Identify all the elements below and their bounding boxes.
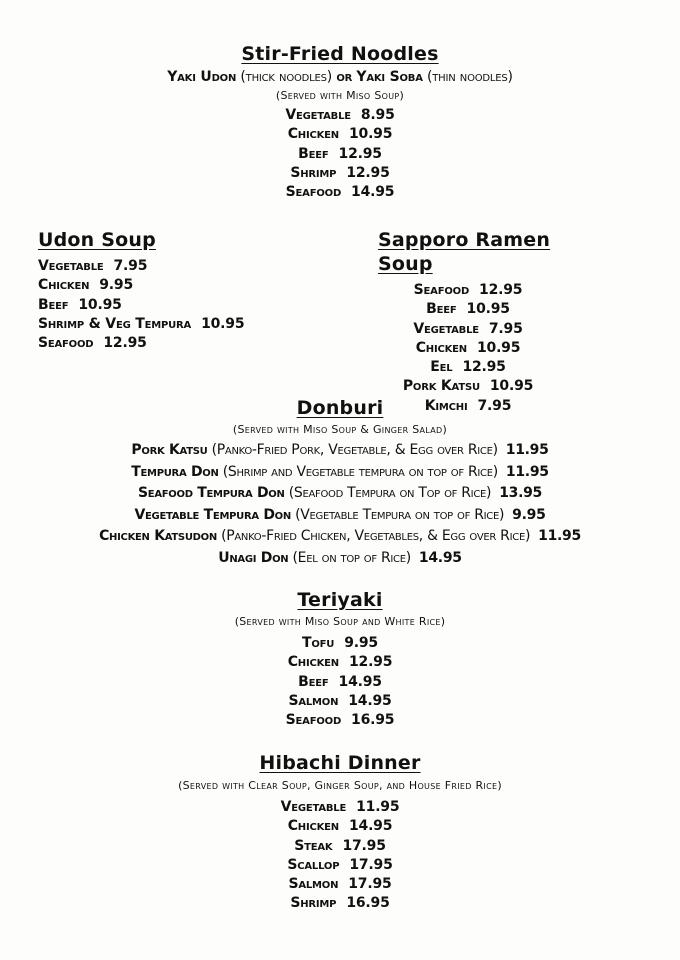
intro-segment: (thick noodles)	[236, 69, 337, 85]
menu-item-name: Shrimp	[290, 164, 337, 181]
udon-soup-section	[38, 228, 244, 353]
donburi-item-desc: (Vegetable Tempura on top of Rice)	[290, 506, 505, 523]
menu-item-name: Steak	[294, 837, 333, 854]
hibachi-title: Hibachi Dinner	[259, 752, 421, 774]
menu-item-name: Kimchi	[424, 397, 468, 414]
donburi-item-desc: (Seafood Tempura on Top of Rice)	[284, 485, 492, 501]
donburi-item-desc: (Panko-Fried Pork, Vegetable, & Egg over Rice)	[207, 442, 498, 458]
donburi-item	[0, 548, 680, 570]
menu-item-name: Chicken	[415, 339, 467, 356]
hibachi-subtitle: (Served with Clear Soup, Ginger Soup, and House Fried Rice)	[178, 779, 502, 792]
menu-item-price: 7.95	[113, 258, 148, 274]
menu-item-name: Shrimp	[290, 895, 337, 912]
menu-item	[0, 145, 680, 164]
menu-item-price: 10.95	[489, 378, 534, 395]
menu-item-name: Vegetable	[38, 258, 104, 274]
menu-item-price: 17.95	[349, 856, 393, 873]
menu-item	[0, 673, 680, 692]
menu-item	[38, 296, 244, 315]
menu-item-price: 12.95	[346, 164, 390, 181]
menu-item-price: 8.95	[360, 107, 395, 123]
menu-item-price: 10.95	[348, 126, 393, 143]
menu-item	[338, 377, 598, 396]
menu-item-price: 9.95	[99, 277, 134, 294]
menu-item-name: Beef	[298, 673, 329, 690]
donburi-item-desc: (Shrimp and Vegetable tempura on top of Rice)	[218, 463, 498, 480]
menu-item-name: Vegetable	[413, 320, 479, 337]
menu-item-name: Tofu	[302, 635, 335, 651]
menu-item-name: Pork Katsu	[402, 378, 480, 395]
menu-item-price: 10.95	[78, 296, 122, 313]
menu-item-price: 17.95	[348, 876, 392, 893]
menu-item-name: Eel	[430, 359, 453, 376]
menu-item-name: Beef	[298, 145, 329, 162]
donburi-item	[0, 462, 680, 484]
donburi-item-desc: (Panko-Fried Chicken, Vegetables, & Egg over Rice)	[216, 528, 531, 544]
intro-segment: (thin noodles)	[422, 69, 513, 85]
menu-item-price: 10.95	[476, 339, 521, 356]
donburi-section	[0, 396, 680, 569]
menu-item-price: 14.95	[348, 692, 392, 709]
donburi-item-price: 14.95	[418, 549, 462, 566]
donburi-list	[0, 440, 680, 569]
menu-item-price: 12.95	[338, 145, 382, 162]
menu-item-name: Shrimp & Veg Tempura	[38, 315, 192, 332]
menu-item-name: Vegetable	[280, 799, 347, 815]
donburi-title: Donburi	[296, 397, 384, 419]
menu-item	[0, 653, 680, 672]
menu-item-name: Salmon	[288, 876, 339, 893]
donburi-item-price: 13.95	[499, 485, 542, 501]
menu-item	[0, 692, 680, 711]
menu-item-name: Seafood	[413, 282, 470, 298]
teriyaki-title: Teriyaki	[297, 589, 383, 611]
menu-item	[0, 856, 680, 875]
donburi-item-price: 11.95	[505, 463, 549, 480]
menu-item-name: Seafood	[285, 184, 342, 201]
menu-item-name: Scallop	[287, 856, 340, 873]
menu-item	[338, 339, 598, 358]
menu-item-name: Beef	[38, 296, 69, 313]
menu-item-name: Chicken	[287, 818, 339, 835]
stir-fried-title: Stir-Fried Noodles	[241, 43, 439, 65]
menu-item	[38, 334, 244, 353]
menu-item-name: Chicken	[287, 654, 339, 671]
menu-item-price: 17.95	[342, 837, 386, 854]
menu-item	[0, 634, 680, 653]
menu-item	[0, 894, 680, 913]
donburi-item-name: Seafood Tempura Don	[138, 485, 285, 501]
menu-item-price: 10.95	[466, 301, 510, 318]
donburi-item-price: 11.95	[538, 528, 581, 544]
menu-item-name: Vegetable	[285, 107, 351, 123]
menu-item-name: Seafood	[38, 335, 94, 352]
teriyaki-list	[0, 634, 680, 730]
menu-item-price: 9.95	[344, 635, 378, 651]
menu-item-name: Chicken	[287, 126, 339, 143]
menu-item-price: 14.95	[351, 184, 395, 201]
menu-item	[338, 320, 598, 339]
menu-item	[0, 106, 680, 125]
donburi-item	[0, 505, 680, 527]
menu-item	[338, 300, 598, 319]
menu-item-price: 7.95	[477, 397, 512, 414]
ramen-soup-section	[378, 228, 598, 416]
menu-item	[38, 257, 244, 276]
menu-item-name: Salmon	[288, 692, 339, 709]
menu-item	[0, 817, 680, 836]
menu-item	[38, 276, 244, 295]
udon-soup-list	[38, 257, 244, 353]
donburi-item-name: Chicken Katsudon	[99, 528, 217, 544]
stir-fried-subtitle: (Served with Miso Soup)	[275, 89, 405, 102]
menu-item-name: Beef	[426, 301, 457, 318]
menu-item	[0, 125, 680, 144]
menu-item	[0, 798, 680, 817]
menu-item-price: 10.95	[201, 315, 245, 332]
menu-item	[38, 315, 244, 334]
menu-item-price: 12.95	[462, 359, 506, 376]
donburi-item	[0, 440, 680, 462]
donburi-item	[0, 483, 680, 505]
hibachi-list	[0, 798, 680, 914]
menu-item-price: 12.95	[103, 335, 147, 352]
menu-item	[0, 875, 680, 894]
donburi-subtitle: (Served with Miso Soup & Ginger Salad)	[232, 423, 448, 436]
donburi-item	[0, 526, 680, 548]
intro-segment: Yaki Soba	[356, 69, 423, 85]
stir-fried-list	[0, 106, 680, 202]
udon-soup-title: Udon Soup	[38, 229, 156, 251]
donburi-item-price: 11.95	[505, 442, 549, 458]
donburi-item-name: Unagi Don	[218, 549, 289, 566]
menu-item	[0, 183, 680, 202]
menu-item-price: 12.95	[348, 654, 393, 671]
menu-item-price: 16.95	[351, 712, 395, 729]
teriyaki-section	[0, 588, 680, 730]
intro-segment: Yaki Udon	[167, 69, 237, 85]
teriyaki-subtitle: (Served with Miso Soup and White Rice)	[234, 615, 446, 628]
stir-fried-intro	[0, 68, 680, 86]
menu-item	[338, 358, 598, 377]
ramen-soup-title: Sapporo Ramen Soup	[378, 229, 551, 275]
menu-item-price: 14.95	[348, 818, 393, 835]
menu-item	[0, 837, 680, 856]
menu-item	[0, 164, 680, 183]
stir-fried-section	[0, 42, 680, 202]
intro-segment: or	[336, 69, 353, 85]
menu-item-price: 12.95	[479, 282, 523, 298]
donburi-item-name: Vegetable Tempura Don	[134, 506, 291, 523]
menu-item	[0, 711, 680, 730]
donburi-item-desc: (Eel on top of Rice)	[288, 549, 411, 566]
menu-item-name: Chicken	[38, 277, 90, 294]
menu-item-price: 11.95	[356, 799, 400, 815]
menu-item-price: 7.95	[488, 320, 523, 337]
menu-item-price: 16.95	[346, 895, 390, 912]
hibachi-section	[0, 751, 680, 914]
menu-item	[338, 281, 598, 300]
donburi-item-name: Tempura Don	[131, 463, 219, 480]
donburi-item-price: 9.95	[512, 506, 546, 523]
donburi-item-name: Pork Katsu	[131, 442, 208, 458]
menu-item-price: 14.95	[338, 673, 382, 690]
menu-item-name: Seafood	[285, 712, 342, 729]
